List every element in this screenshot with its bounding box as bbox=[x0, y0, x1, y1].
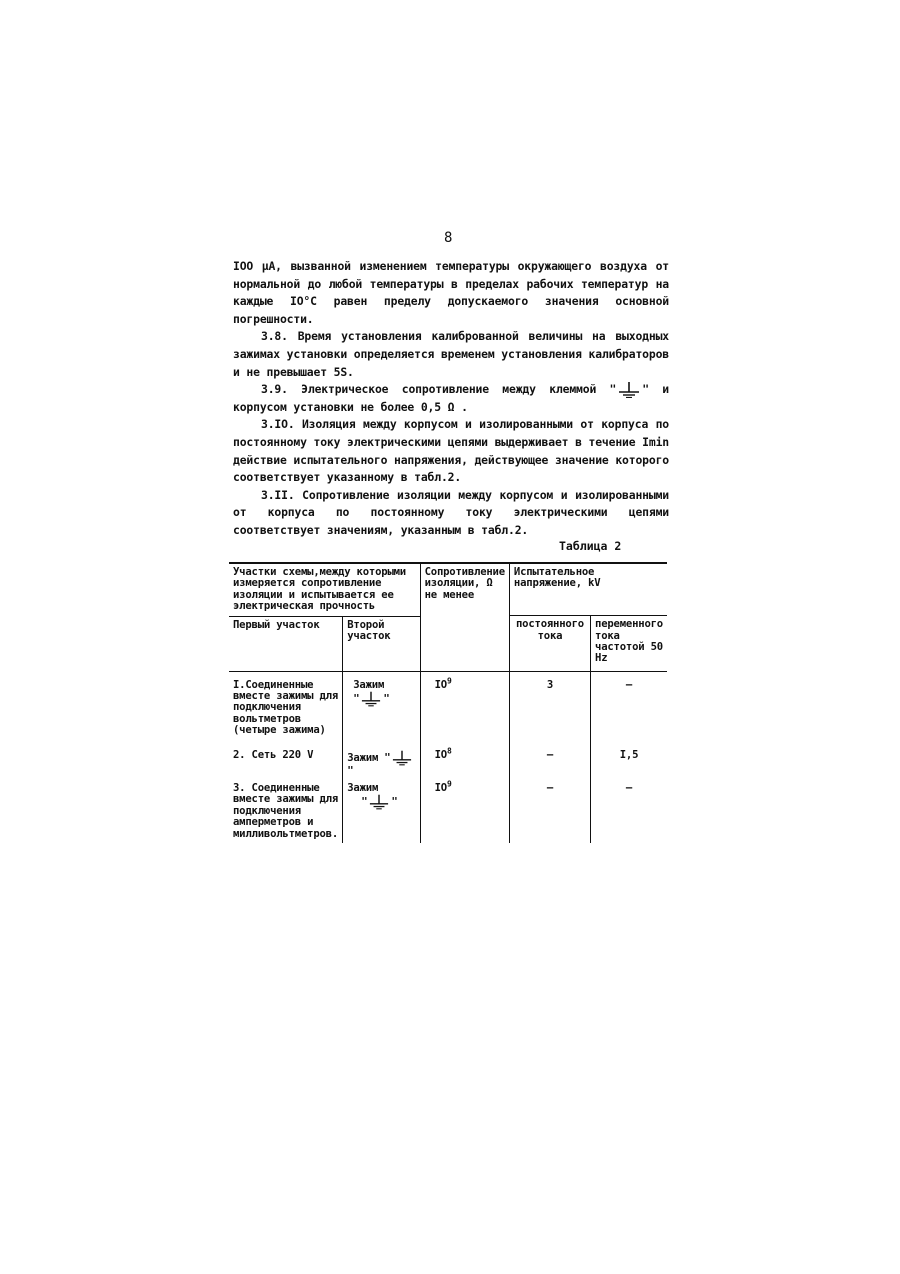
row-1-resistance bbox=[420, 671, 509, 740]
row-3-resistance-exp: 9 bbox=[446, 779, 452, 789]
ground-icon bbox=[369, 794, 389, 810]
paragraph-3-8: 3.8. Время установления калиброванной величины на выходных зажимах установки определяется временем установления калибраторов и не превышает 5S. bbox=[233, 329, 670, 379]
row-1-resistance-exp: 9 bbox=[446, 676, 452, 686]
row-1-second-label: Зажим bbox=[353, 678, 385, 691]
ground-icon bbox=[618, 382, 640, 398]
insulation-table bbox=[229, 562, 667, 843]
row-3-ac: – bbox=[591, 780, 667, 843]
row-2-dc: – bbox=[509, 740, 590, 780]
row-1-first: I.Соединенные вместе зажимы для подключения вольтметров (четыре зажима) bbox=[233, 678, 339, 737]
row-2-first: 2. Сеть 220 V bbox=[233, 748, 314, 761]
header-second-section: Второй участок bbox=[343, 616, 420, 671]
header-resistance: Сопротивление изоляции, Ω не менее bbox=[420, 563, 509, 671]
table-row bbox=[229, 671, 667, 740]
row-3-second-label: Зажим bbox=[347, 782, 379, 795]
row-3-resistance bbox=[420, 780, 509, 843]
paragraph-continuation: IOO µA, вызванной изменением температуры окружающего воздуха от нормальной до любой температуры в пределах рабочих температур на каждые IO°C равен пределу допускаемого значения основной погрешности. bbox=[233, 259, 669, 326]
header-ac: переменного тока частотой 50 Hz bbox=[591, 616, 667, 672]
row-3-second-ground: " " bbox=[361, 796, 398, 809]
row-3-second bbox=[343, 780, 420, 843]
row-2-resistance-base: IO bbox=[434, 748, 447, 761]
paragraph-3-11: 3.II. Сопротивление изоляции между корпусом и изолированными от корпуса по постоянному току электрическими цепями соответствует значениям, указанным в табл.2. bbox=[233, 487, 669, 537]
table-row bbox=[229, 780, 667, 843]
row-3-dc: – bbox=[509, 780, 590, 843]
paragraph-3-9 bbox=[233, 381, 669, 416]
row-2-second: Зажим "" bbox=[343, 740, 420, 780]
table-row bbox=[229, 740, 667, 780]
row-2-ac: I,5 bbox=[591, 740, 667, 780]
header-dc: постоянного тока bbox=[509, 616, 590, 672]
row-1-resistance-base: IO bbox=[434, 678, 447, 691]
row-2-resistance bbox=[420, 740, 509, 780]
page-number: 8 bbox=[444, 230, 453, 246]
paragraph-3-9-end: " и корпусом установки не более 0,5 Ω . bbox=[233, 382, 669, 414]
row-1-second-ground: " " bbox=[353, 693, 390, 706]
row-3-first: 3. Соединенные вместе зажимы для подключения амперметров и милливольтметров. bbox=[233, 782, 339, 840]
row-1-ac: – bbox=[591, 671, 667, 740]
row-1-dc: 3 bbox=[509, 671, 590, 740]
paragraph-3-10: 3.IO. Изоляция между корпусом и изолированными от корпуса по постоянному току электрическими цепями выдерживает в течение Imin действие испытательного напряжения, действующее значение которого соответствует указанному в табл.2. bbox=[233, 417, 670, 485]
header-first-section: Первый участок bbox=[229, 616, 343, 671]
header-sections: Участки схемы,между которыми измеряется сопротивление изоляции и испытывается ее электрическая прочность bbox=[229, 563, 420, 616]
ground-icon bbox=[361, 691, 381, 707]
row-2-resistance-exp: 8 bbox=[446, 746, 452, 756]
body-text bbox=[233, 258, 669, 540]
header-test-voltage: Испытательное напряжение, kV bbox=[509, 563, 667, 616]
paragraph-3-9-start: 3.9. Электрическое сопротивление между клеммой " bbox=[261, 382, 617, 397]
row-2-second-label: Зажим bbox=[347, 751, 379, 764]
table-caption: Таблица 2 bbox=[559, 539, 622, 553]
row-3-resistance-base: IO bbox=[434, 782, 447, 795]
ground-icon bbox=[392, 750, 412, 766]
row-1-second bbox=[343, 671, 420, 740]
